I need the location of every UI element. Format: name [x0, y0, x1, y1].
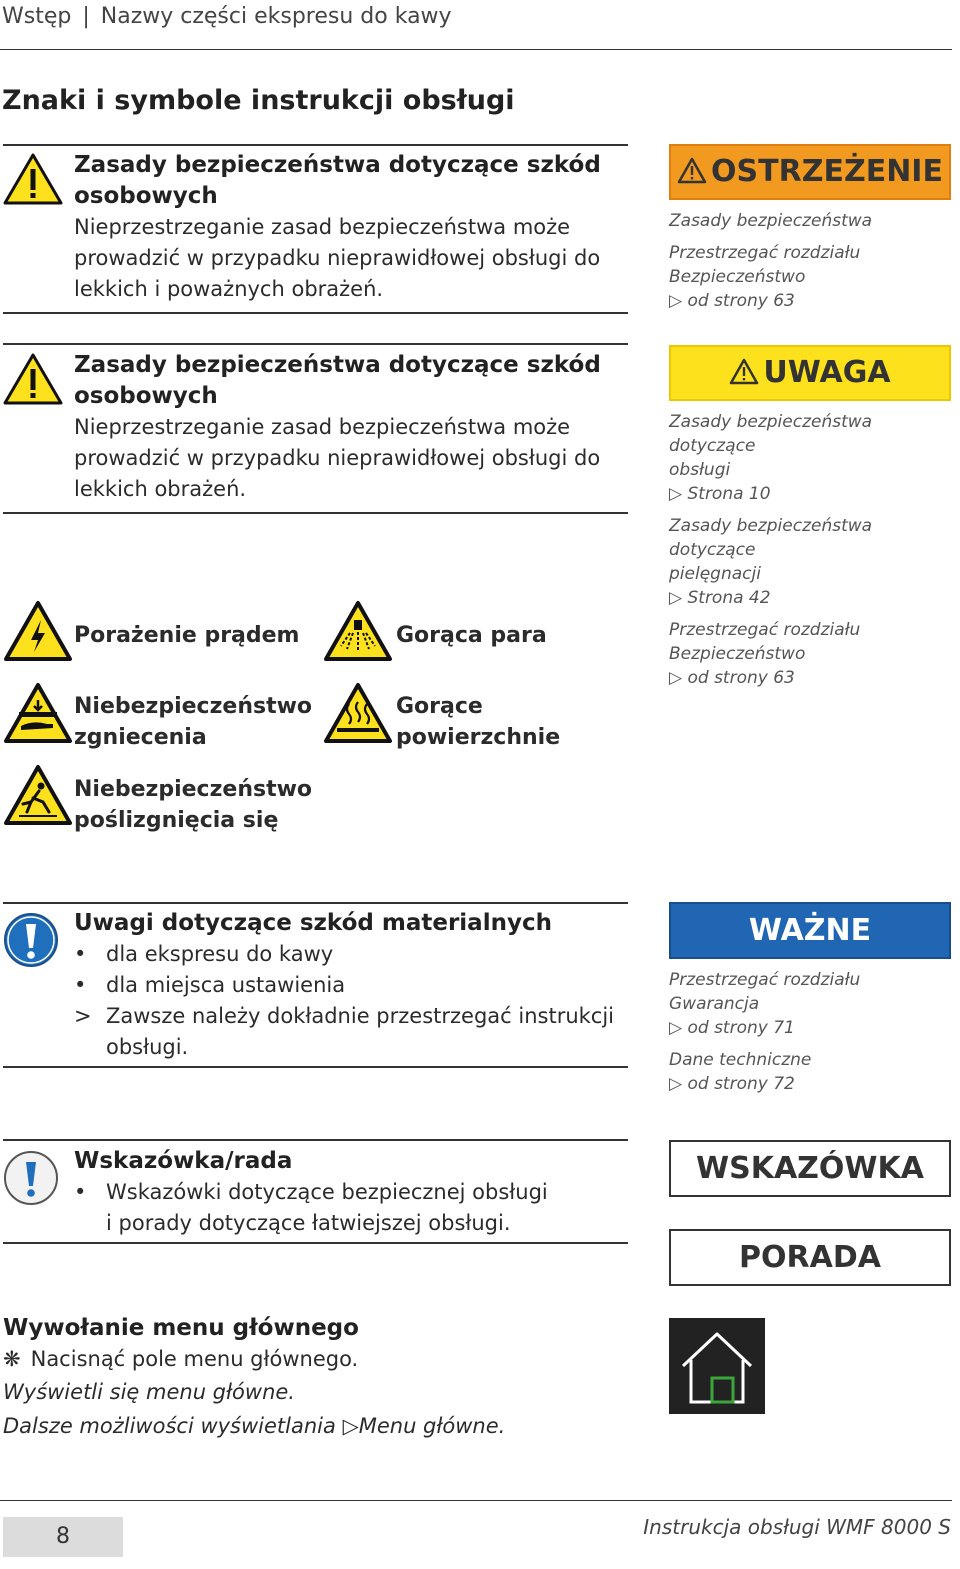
caution-side-4: Zasady bezpieczeństwa dotyczące [669, 516, 873, 560]
material-bottom-rule [3, 1066, 628, 1068]
caution-side-7: Przestrzegać rozdziału [669, 620, 861, 640]
menu-more: Dalsze możliwości wyświetlania ▷Menu główne. [3, 1414, 506, 1438]
tip-info-icon [3, 1150, 59, 1206]
danger-title-2: osobowych [74, 183, 218, 209]
caution-side-8: Bezpieczeństwo [669, 644, 806, 664]
header-section: Wstęp [2, 4, 72, 29]
caution-title-2: osobowych [74, 383, 218, 409]
footer-rule [0, 1500, 952, 1501]
footer-doc-title: Instrukcja obsługi WMF 8000 S [643, 1515, 951, 1539]
material-action-cont: obsługi. [106, 1035, 189, 1059]
page-title: Znaki i symbole instrukcji obsługi [2, 85, 515, 116]
hint-banner [669, 1140, 951, 1197]
material-action: > Zawsze należy dokładnie przestrzegać instrukcji [74, 1001, 624, 1032]
caution-text [74, 350, 624, 505]
caution-banner-label: UWAGA [763, 355, 891, 390]
caution-side-6: Strona 42 [687, 588, 771, 608]
menu-section [3, 1313, 643, 1442]
caution-side-link-1[interactable] [669, 482, 954, 506]
important-info-icon [3, 912, 59, 968]
menu-result: Wyświetli się menu główne. [3, 1380, 295, 1404]
danger-side-1: Zasady bezpieczeństwa [669, 211, 873, 231]
caution-side-1: Zasady bezpieczeństwa dotyczące [669, 412, 873, 456]
tip-bullet-1: • Wskazówki dotyczące bezpiecznej obsługi [74, 1177, 624, 1208]
tip-bottom-rule [3, 1242, 628, 1244]
caution-side-5: pielęgnacji [669, 564, 761, 584]
material-side-notes [669, 968, 954, 1096]
action-marker: > [74, 1004, 92, 1028]
caution-bottom-rule [3, 512, 628, 514]
material-side-1: Przestrzegać rozdziału Gwarancja [669, 970, 861, 1014]
tip-bullet-1-cont: i porady dotyczące łatwiejszej obsługi. [106, 1211, 511, 1235]
menu-step: ❋ Nacisnąć pole menu głównego. [3, 1347, 359, 1371]
tip-title: Wskazówka/rada [74, 1148, 293, 1174]
header-chapter: Nazwy części ekspresu do kawy [100, 4, 452, 29]
material-bullet-1: • dla ekspresu do kawy [74, 939, 624, 970]
snowflake-step-icon: ❋ [3, 1347, 21, 1371]
danger-text [74, 150, 624, 305]
page-number: 8 [56, 1524, 70, 1549]
hot-surface-icon [323, 682, 393, 744]
important-banner-label: WAŻNE [748, 913, 872, 948]
general-warning-icon [3, 152, 63, 206]
advice-banner [669, 1229, 951, 1286]
tip-text [74, 1146, 624, 1239]
hazard-electric-label: Porażenie prądem [74, 623, 300, 648]
arrow-icon: ▷ [669, 484, 683, 504]
caution-banner [669, 345, 951, 401]
menu-link[interactable]: Menu główne. [358, 1414, 506, 1438]
bullet-icon: • [74, 973, 87, 997]
material-side-link-1[interactable] [669, 1016, 954, 1040]
material-text [74, 908, 624, 1063]
danger-side-3: Bezpieczeństwo [669, 267, 806, 287]
material-top-rule [3, 902, 628, 904]
danger-side-notes [669, 209, 954, 313]
material-side-link-2[interactable] [669, 1072, 954, 1096]
header-rule [0, 49, 952, 50]
caution-body-2: prowadzić w przypadku nieprawidłowej obsługi do [74, 446, 601, 470]
home-icon [669, 1318, 765, 1414]
arrow-icon: ▷ [669, 1018, 683, 1038]
home-menu-button[interactable] [669, 1318, 765, 1414]
danger-body-2: prowadzić w przypadku nieprawidłowej obsługi do [74, 246, 601, 270]
tip-top-rule [3, 1139, 628, 1141]
hazard-hot-line-2: powierzchnie [396, 725, 561, 750]
warning-triangle-icon [729, 358, 759, 385]
hazard-hot-line-1: Gorące [396, 694, 483, 719]
hint-banner-label: WSKAZÓWKA [696, 1151, 924, 1186]
important-banner [669, 902, 951, 959]
danger-top-rule [3, 144, 628, 146]
hazard-crush-line-2: zgniecenia [74, 725, 207, 750]
hazard-steam-label: Gorąca para [396, 623, 547, 648]
slip-hazard-icon [3, 764, 73, 826]
material-side-4: od strony 72 [687, 1074, 795, 1094]
material-title: Uwagi dotyczące szkód materialnych [74, 910, 552, 936]
danger-bottom-rule [3, 312, 628, 314]
menu-title: Wywołanie menu głównego [3, 1315, 359, 1341]
warning-banner [669, 144, 951, 200]
warning-triangle-icon [677, 157, 707, 184]
caution-body-3: lekkich obrażeń. [74, 477, 247, 501]
general-warning-icon [3, 352, 63, 406]
crush-hazard-icon [3, 682, 73, 744]
hazard-crush-label [74, 691, 312, 753]
arrow-icon: ▷ [669, 1074, 683, 1094]
danger-body-3: lekkich i poważnych obrażeń. [74, 277, 384, 301]
arrow-icon: ▷ [342, 1414, 359, 1438]
caution-side-2: obsługi [669, 460, 731, 480]
warning-banner-label: OSTRZEŻENIE [711, 154, 943, 189]
arrow-icon: ▷ [669, 291, 683, 311]
bullet-icon: • [74, 942, 87, 966]
hazard-slip-label [74, 774, 312, 836]
material-side-2: od strony 71 [687, 1018, 795, 1038]
caution-side-9: od strony 63 [687, 668, 795, 688]
danger-body-1: Nieprzestrzeganie zasad bezpieczeństwa może [74, 215, 571, 239]
danger-title-1: Zasady bezpieczeństwa dotyczące szkód [74, 152, 601, 178]
hot-steam-icon [323, 600, 393, 662]
arrow-icon: ▷ [669, 588, 683, 608]
caution-side-notes [669, 410, 954, 690]
electric-shock-icon [3, 600, 73, 662]
material-bullet-2: • dla miejsca ustawienia [74, 970, 624, 1001]
material-side-3: Dane techniczne [669, 1050, 812, 1070]
caution-body-1: Nieprzestrzeganie zasad bezpieczeństwa może [74, 415, 571, 439]
caution-side-3: Strona 10 [687, 484, 771, 504]
page-number-box [3, 1517, 123, 1557]
hazard-crush-line-1: Niebezpieczeństwo [74, 694, 313, 719]
danger-side-2: Przestrzegać rozdziału [669, 243, 861, 263]
caution-side-link-2[interactable] [669, 586, 954, 610]
hazard-slip-line-2: poślizgnięcia się [74, 808, 279, 833]
header-separator: | [82, 4, 90, 29]
advice-banner-label: PORADA [739, 1240, 881, 1275]
hazard-hot-label [396, 691, 560, 753]
bullet-icon: • [74, 1180, 87, 1204]
arrow-icon: ▷ [669, 668, 683, 688]
caution-top-rule [3, 343, 628, 345]
danger-side-4: od strony 63 [687, 291, 795, 311]
header [2, 4, 452, 29]
hazard-slip-line-1: Niebezpieczeństwo [74, 777, 313, 802]
danger-side-link[interactable] [669, 289, 954, 313]
caution-side-link-3[interactable] [669, 666, 954, 690]
caution-title-1: Zasady bezpieczeństwa dotyczące szkód [74, 352, 601, 378]
